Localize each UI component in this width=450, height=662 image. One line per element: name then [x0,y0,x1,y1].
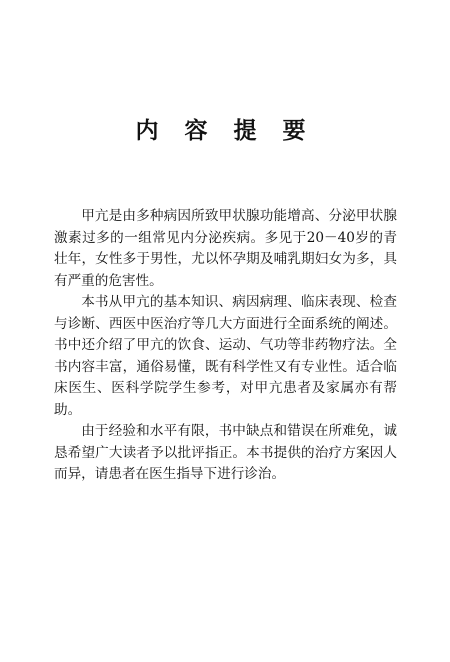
paragraph-contents: 本书从甲亢的基本知识、病因病理、临床表现、检查与诊断、西医中医治疗等几大方面进行全面系统的阐述。书中还介绍了甲亢的饮食、运动、气功等非药物疗法。全书内容丰富，通俗易懂，既有科学性又有专业性。适合临床医生、医科学院学生参考，对甲亢患者及家属亦有帮助。 [54,294,397,418]
paragraph-intro: 甲亢是由多种病因所致甲状腺功能增高、分泌甲状腺激素过多的一组常见内分泌疾病。多见于20－40岁的青壮年，女性多于男性，尤以怀孕期及哺乳期妇女为多，具有严重的危害性。 [54,208,397,289]
summary-body [54,206,397,486]
page-title: 内 容 提 要 [135,118,315,144]
paragraph-disclaimer: 由于经验和水平有限，书中缺点和错误在所难免，诚恳希望广大读者予以批评指正。本书提供的治疗方案因人而异，请患者在医生指导下进行诊治。 [54,423,397,482]
